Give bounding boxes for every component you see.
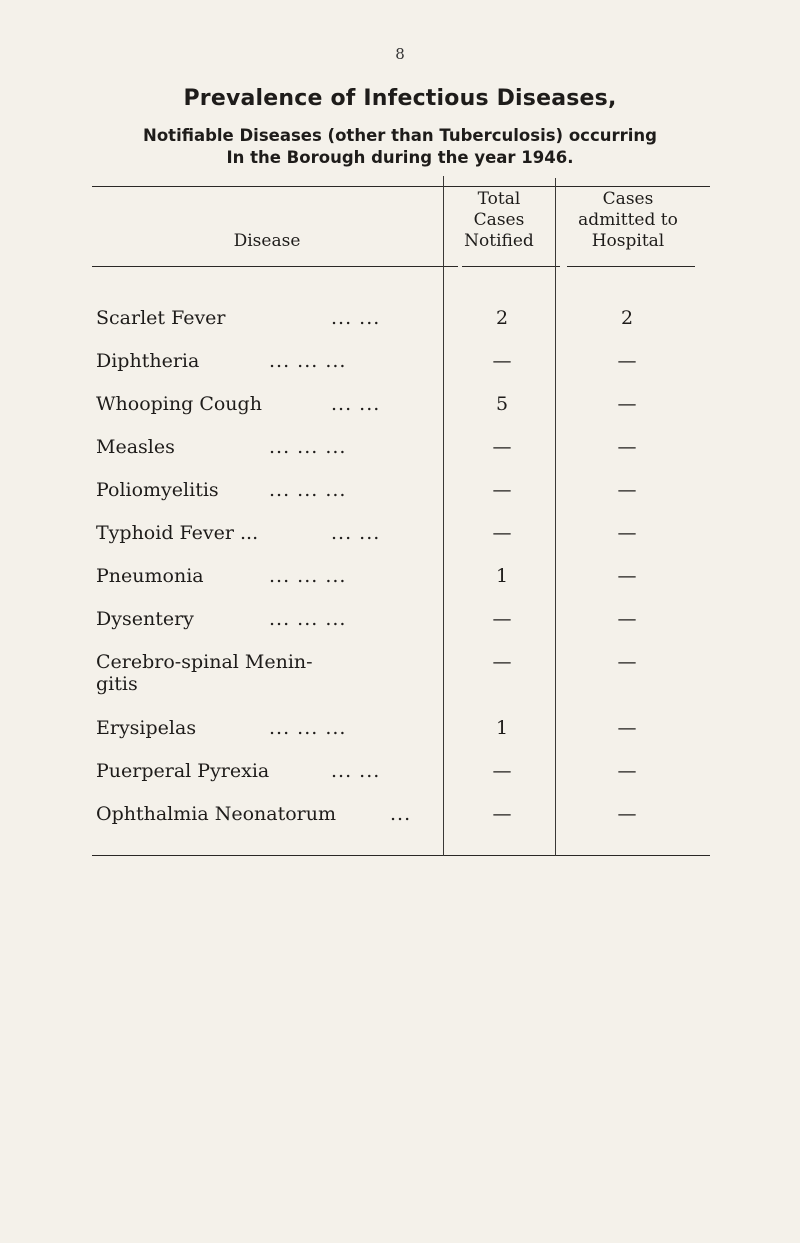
hospital-value: — bbox=[617, 717, 637, 739]
table-top-rule bbox=[92, 186, 710, 187]
hospital-value: — bbox=[617, 393, 637, 415]
notified-value: — bbox=[492, 479, 512, 501]
page-number: 8 bbox=[395, 45, 405, 63]
column-divider-1 bbox=[443, 176, 444, 856]
disease-name: Measles bbox=[96, 436, 175, 458]
hospital-value: — bbox=[617, 803, 637, 825]
header-admitted-hospital bbox=[556, 189, 700, 252]
leader-dots: ... ... bbox=[331, 307, 381, 329]
disease-name: Cerebro-spinal Menin- gitis bbox=[96, 651, 313, 695]
notified-value: — bbox=[492, 522, 512, 544]
disease-name: Puerperal Pyrexia bbox=[96, 760, 270, 782]
leader-dots: ... ... bbox=[331, 393, 381, 415]
notified-value: — bbox=[492, 608, 512, 630]
disease-name: Typhoid Fever ... bbox=[96, 522, 259, 544]
leader-dots: ... ... ... bbox=[269, 436, 347, 458]
notified-value: 1 bbox=[495, 717, 509, 739]
hospital-value: — bbox=[617, 350, 637, 372]
header-total-line-1: Total bbox=[477, 189, 521, 209]
header-bottom-rule-left bbox=[92, 266, 458, 267]
disease-name: Ophthalmia Neonatorum bbox=[96, 803, 336, 825]
disease-name: Pneumonia bbox=[96, 565, 204, 587]
header-bottom-rule-right bbox=[567, 266, 695, 267]
disease-name: Scarlet Fever bbox=[96, 307, 226, 329]
subtitle-line-2: In the Borough during the year 1946. bbox=[226, 148, 574, 167]
leader-dots: ... ... ... bbox=[269, 608, 347, 630]
notified-value: 1 bbox=[495, 565, 509, 587]
column-divider-2 bbox=[555, 178, 556, 856]
disease-name: Dysentery bbox=[96, 608, 194, 630]
notified-value: 2 bbox=[495, 307, 509, 329]
header-total-line-2: Cases bbox=[473, 210, 525, 230]
header-hospital-line-1: Cases bbox=[602, 189, 654, 209]
hospital-value: — bbox=[617, 760, 637, 782]
notified-value: — bbox=[492, 760, 512, 782]
hospital-value: 2 bbox=[620, 307, 634, 329]
header-bottom-rule-mid bbox=[462, 266, 560, 267]
leader-dots: ... ... bbox=[331, 760, 381, 782]
hospital-value: — bbox=[617, 522, 637, 544]
header-total-notified bbox=[444, 189, 554, 252]
subtitle-line-1: Notifiable Diseases (other than Tuberculosis) occurring bbox=[143, 126, 657, 145]
leader-dots: ... ... ... bbox=[269, 717, 347, 739]
header-disease: Disease bbox=[233, 231, 301, 251]
header-hospital-line-3: Hospital bbox=[591, 231, 665, 251]
hospital-value: — bbox=[617, 479, 637, 501]
page-subtitle bbox=[0, 125, 800, 169]
disease-name: Diphtheria bbox=[96, 350, 200, 372]
notified-value: — bbox=[492, 803, 512, 825]
notified-value: — bbox=[492, 651, 512, 673]
leader-dots: ... ... bbox=[331, 522, 381, 544]
disease-name: Poliomyelitis bbox=[96, 479, 219, 501]
hospital-value: — bbox=[617, 436, 637, 458]
disease-name: Whooping Cough bbox=[96, 393, 262, 415]
table-bottom-rule bbox=[92, 855, 710, 856]
page-title: Prevalence of Infectious Diseases, bbox=[183, 86, 617, 111]
hospital-value: — bbox=[617, 651, 637, 673]
notified-value: — bbox=[492, 350, 512, 372]
leader-dots: ... ... ... bbox=[269, 565, 347, 587]
leader-dots: ... bbox=[390, 803, 412, 825]
hospital-value: — bbox=[617, 565, 637, 587]
disease-name: Erysipelas bbox=[96, 717, 197, 739]
notified-value: — bbox=[492, 436, 512, 458]
hospital-value: — bbox=[617, 608, 637, 630]
notified-value: 5 bbox=[495, 393, 509, 415]
header-hospital-line-2: admitted to bbox=[578, 210, 678, 230]
leader-dots: ... ... ... bbox=[269, 350, 347, 372]
header-total-line-3: Notified bbox=[464, 231, 534, 251]
leader-dots: ... ... ... bbox=[269, 479, 347, 501]
